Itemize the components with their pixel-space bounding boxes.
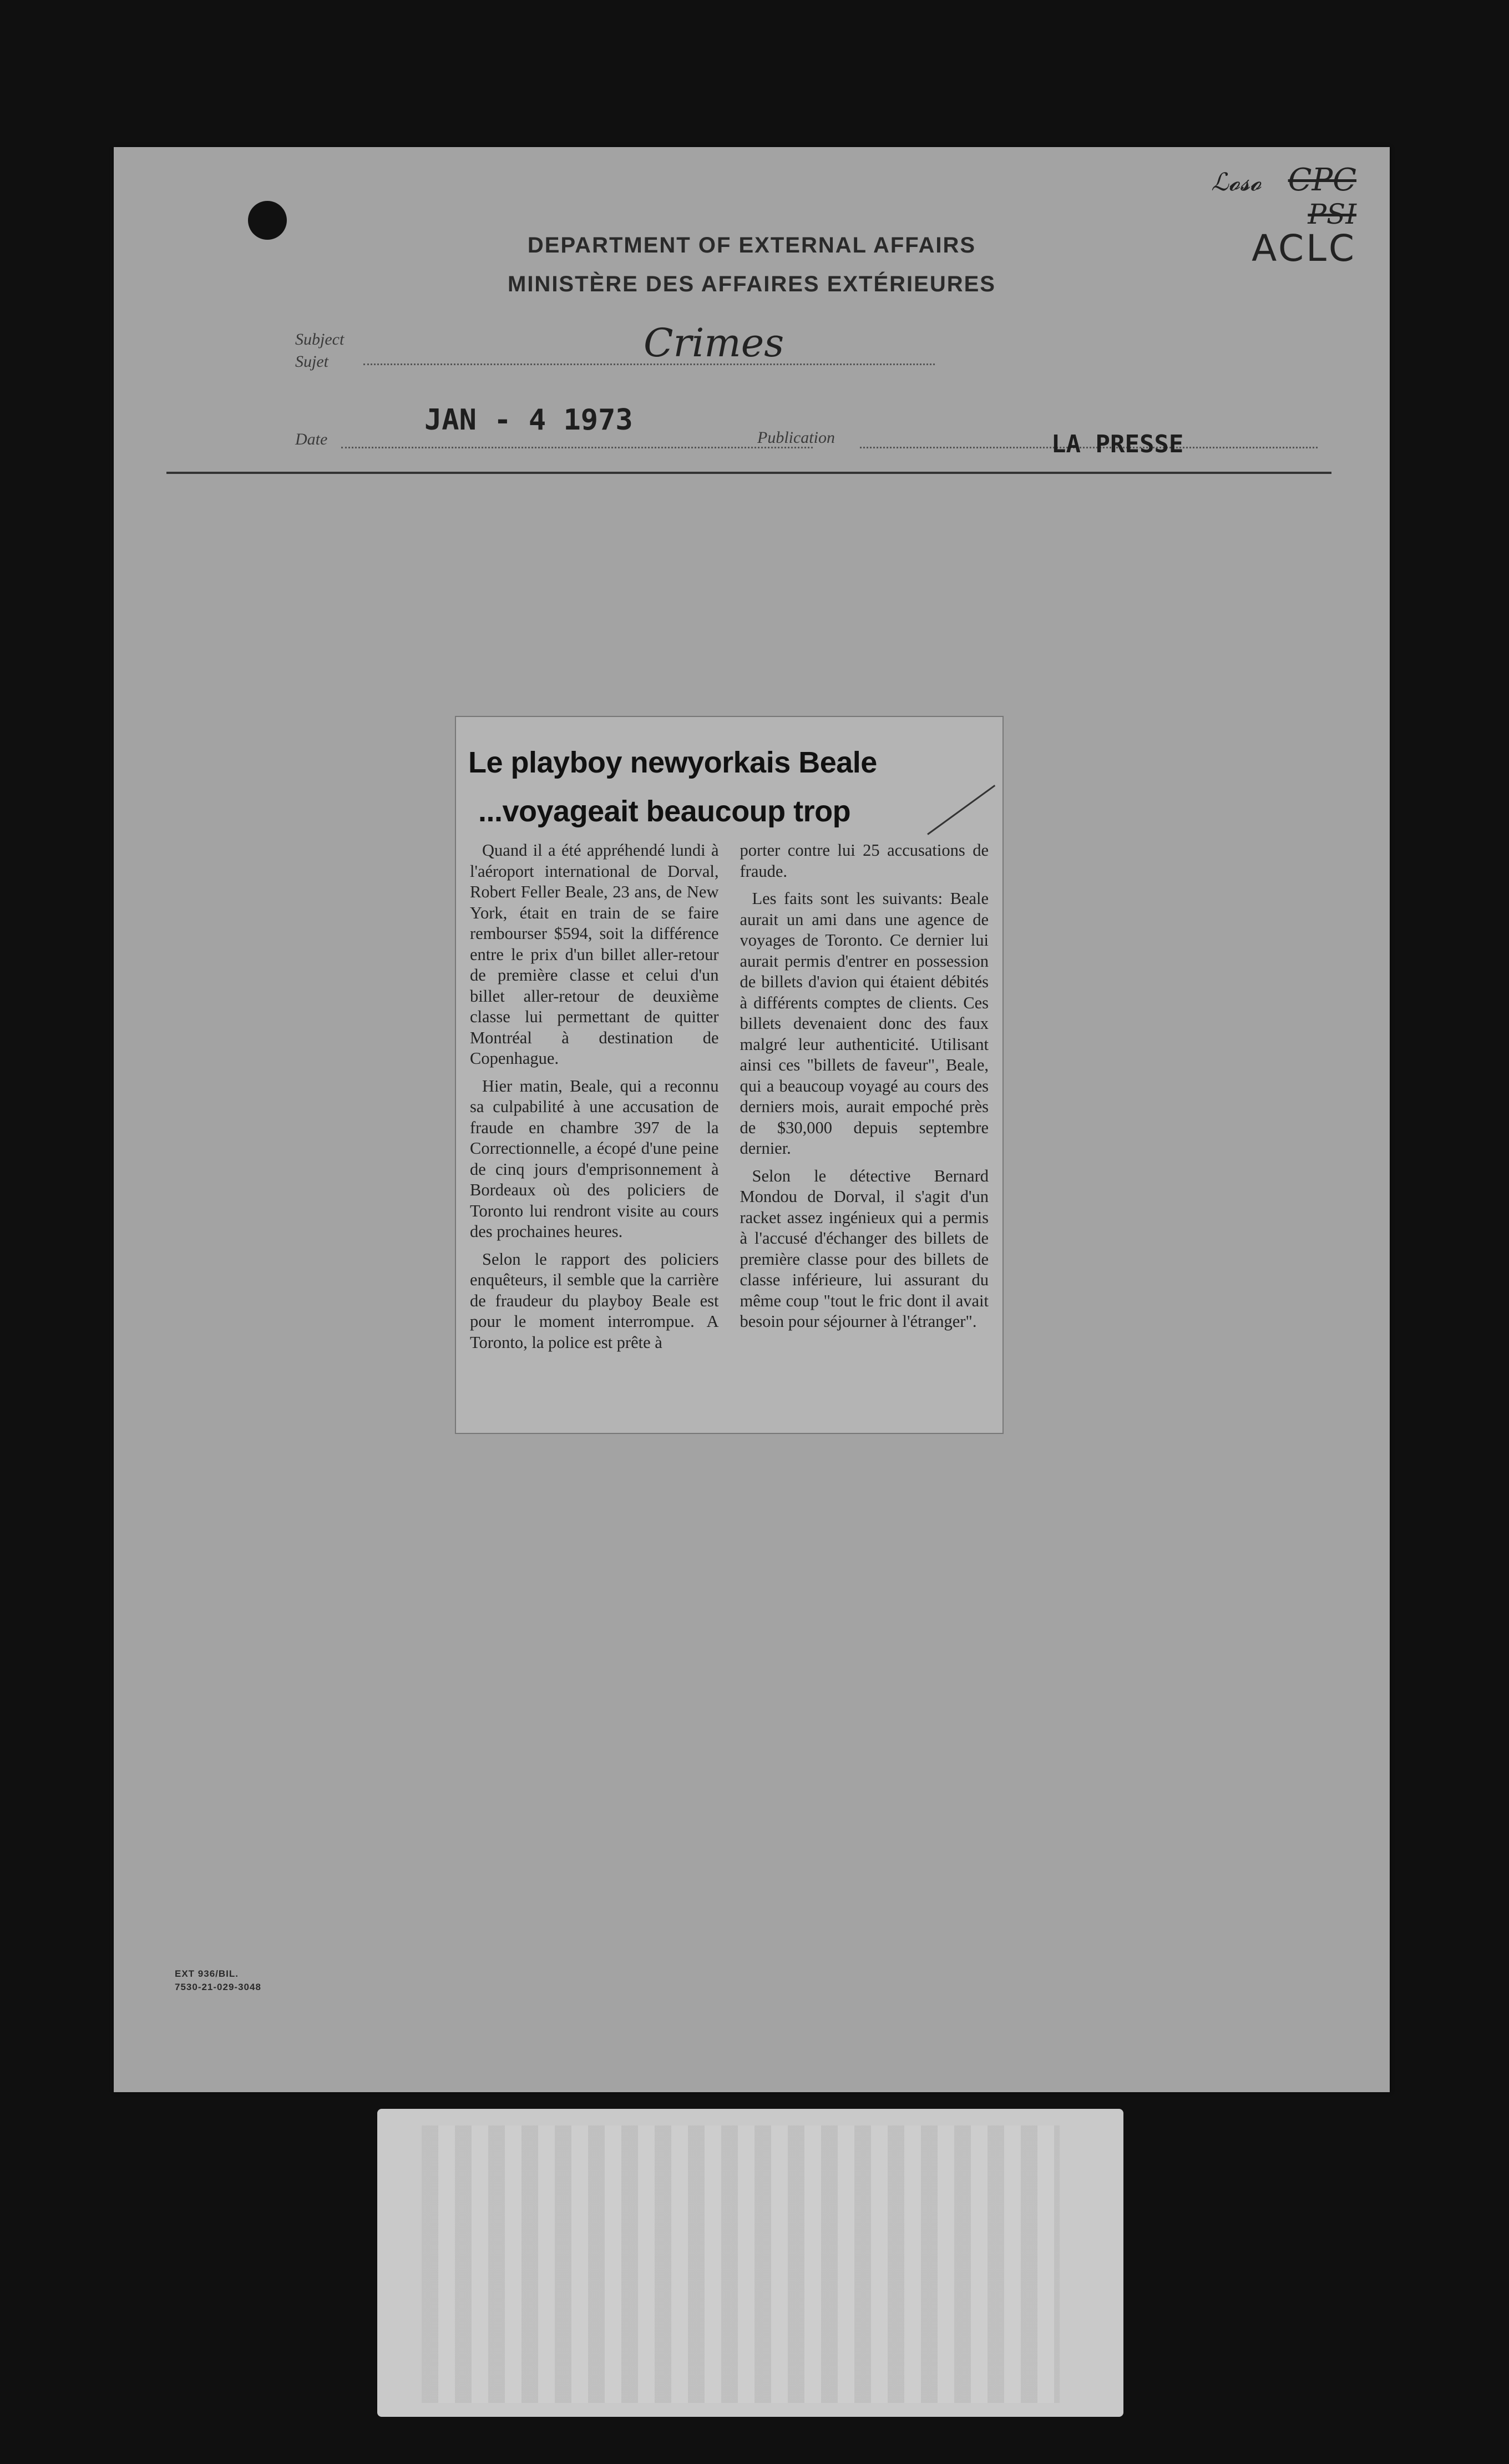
article-columns bbox=[470, 840, 989, 1417]
newspaper-clipping bbox=[455, 716, 1004, 1434]
publication-label: Publication bbox=[757, 428, 835, 447]
bottom-paper-scrap bbox=[377, 2109, 1123, 2417]
form-code-line-1: EXT 936/BIL. bbox=[175, 1968, 239, 1979]
department-title-en: DEPARTMENT OF EXTERNAL AFFAIRS bbox=[527, 233, 976, 257]
paragraph: Selon le détective Bernard Mondou de Dorval, il s'agit d'un racket assez ingénieux qui a permis à l'accusé d'échanger des billets de première classe pour des billets de classe inférieure, lui assurant du même coup "tout le fric dont il avait besoin pour séjourner à l'étranger". bbox=[740, 1166, 989, 1331]
subject-handwritten-value: Crimes bbox=[644, 320, 784, 366]
scrap-texture bbox=[422, 2125, 1060, 2403]
date-stamp: JAN - 4 1973 bbox=[424, 403, 633, 437]
header-rule bbox=[166, 472, 1331, 474]
date-dotted-line bbox=[341, 447, 813, 448]
department-title-fr: MINISTÈRE DES AFFAIRES EXTÉRIEURES bbox=[508, 272, 996, 296]
article-column-left bbox=[470, 840, 719, 1417]
paragraph: Selon le rapport des policiers enquêteurs, il semble que la carrière de fraudeur du playboy Beale est pour le moment interrompue. A Toronto, la police est prête à bbox=[470, 1249, 719, 1352]
headline-line-1: Le playboy newyorkais Beale bbox=[468, 746, 877, 779]
struck-note-cpc: CPC bbox=[1288, 162, 1356, 198]
initials-scribble-icon: ℒ𝓸𝓼𝓸 bbox=[1211, 168, 1262, 196]
paragraph: porter contre lui 25 accusations de fraude. bbox=[740, 841, 989, 881]
struck-note-psi: PSI bbox=[1308, 198, 1356, 230]
article-column-right bbox=[740, 840, 989, 1417]
paragraph: Quand il a été appréhendé lundi à l'aéroport international de Dorval, Robert Feller Beale, 23 ans, de New York, était en train de se faire rembourser $594, soit la différence entre le prix d'un billet aller-retour de première classe et celui d'un billet aller-retour de deuxième classe lui permettant de quitter Montréal à destination de Copenhague. bbox=[470, 841, 719, 1068]
clipping-headline bbox=[468, 738, 979, 836]
form-code bbox=[175, 1967, 261, 1994]
form-code-line-2: 7530-21-029-3048 bbox=[175, 1982, 261, 1992]
publication-stamp: LA PRESSE bbox=[1051, 430, 1184, 458]
note-aclc: ACLC bbox=[1252, 227, 1356, 270]
archive-form-sheet bbox=[114, 147, 1390, 2092]
subject-label: Subject bbox=[295, 330, 345, 349]
sujet-label: Sujet bbox=[295, 352, 328, 371]
paragraph: Hier matin, Beale, qui a reconnu sa culpabilité à une accusation de fraude en chambre 397 de la Correctionnelle, a écopé d'une peine de cinq jours d'emprisonnement à Bordeaux où des policiers de Toronto lui rendront visite au cours des prochaines heures. bbox=[470, 1076, 719, 1241]
date-label: Date bbox=[295, 430, 328, 448]
paragraph: Les faits sont les suivants: Beale aurait un ami dans une agence de voyages de Toronto. Ce dernier lui aurait permis d'entrer en possession de billets d'avion qui étaient débités à différents comptes de clients. Ces billets devenaient donc des faux malgré leur authenticité. Utilisant ainsi ces "billets de faveur", Beale, qui a beaucoup voyagé au cours des derniers mois, aurait empoché près de $30,000 depuis septembre dernier. bbox=[740, 889, 989, 1158]
headline-line-2: ...voyageait beaucoup trop bbox=[478, 795, 851, 828]
